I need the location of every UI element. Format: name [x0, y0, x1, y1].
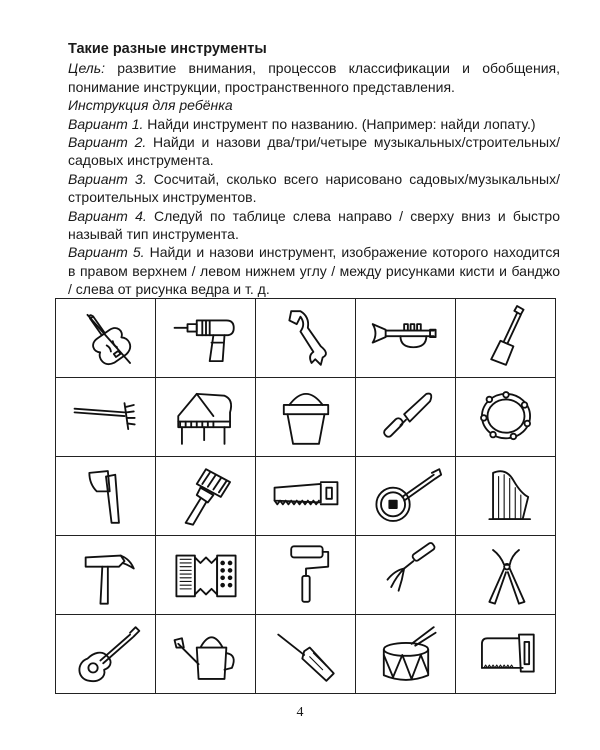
- grid-cell: [56, 378, 156, 457]
- page-number: 4: [296, 705, 304, 720]
- pliers-icon: [469, 542, 543, 608]
- banjo-icon: [369, 463, 443, 529]
- instructions-text: [68, 40, 560, 299]
- hacksaw-icon: [469, 621, 543, 687]
- grid-cell: [56, 299, 156, 378]
- variant-2: [68, 133, 560, 170]
- grid-row: [56, 299, 556, 378]
- grid-cell: [56, 457, 156, 536]
- grid-row: [56, 457, 556, 536]
- grid-cell: [456, 457, 556, 536]
- grid-row: [56, 378, 556, 457]
- grid-cell: [156, 378, 256, 457]
- variant-label: Вариант 1.: [68, 115, 144, 132]
- grid-cell: [156, 615, 256, 694]
- goal-text: развитие внимания, процессов классификации и обобщения, понимание инструкции, пространственного представления.: [68, 60, 560, 95]
- grid-cell: [156, 536, 256, 615]
- variant-text: Найди и назови два/три/четыре музыкальных/строительных/садовых инструмента.: [68, 134, 560, 169]
- grid-cell: [56, 615, 156, 694]
- grid-cell: [356, 615, 456, 694]
- variant-5: [68, 243, 560, 298]
- axe-icon: [69, 463, 143, 529]
- grid-cell: [256, 615, 356, 694]
- grid-row: [56, 536, 556, 615]
- drum-icon: [369, 621, 443, 687]
- variant-1: [68, 115, 560, 133]
- grid-row: [56, 615, 556, 694]
- paint-brush-icon: [169, 463, 243, 529]
- instruction-heading: Инструкция для ребёнка: [68, 97, 233, 114]
- instruments-grid: [55, 298, 556, 694]
- grid-cell: [356, 378, 456, 457]
- hand-cultivator-icon: [369, 542, 443, 608]
- tambourine-icon: [469, 384, 543, 450]
- variant-text: Сосчитай, сколько всего нарисовано садовых/музыкальных/строительных инструментов.: [68, 170, 560, 206]
- grid-cell: [256, 299, 356, 378]
- grid-cell: [256, 378, 356, 457]
- rake-icon: [69, 384, 143, 450]
- grid-cell: [456, 299, 556, 378]
- grid-cell: [156, 299, 256, 378]
- bucket-icon: [269, 384, 343, 450]
- accordion-icon: [169, 542, 243, 608]
- harp-icon: [469, 463, 543, 529]
- variant-text: Найди инструмент по названию. (Например: найди лопату.): [143, 115, 536, 132]
- grid-cell: [156, 457, 256, 536]
- goal-label: Цель:: [68, 60, 105, 77]
- grid-cell: [256, 457, 356, 536]
- variant-3: [68, 170, 560, 207]
- variant-label: Вариант 4.: [68, 207, 147, 224]
- variant-label: Вариант 2.: [68, 134, 147, 151]
- wrench-icon: [269, 305, 343, 371]
- variant-text: Найди и назови инструмент, изображение которого находится в правом верхнем / левом нижнем углу / между рисунками кисти и банджо / слева от рисунка ведра и т. д.: [68, 244, 560, 298]
- variant-label: Вариант 5.: [68, 244, 145, 261]
- variant-label: Вариант 3.: [68, 170, 147, 187]
- hammer-icon: [69, 542, 143, 608]
- grid-cell: [456, 536, 556, 615]
- trowel-icon: [369, 384, 443, 450]
- grid-cell: [456, 615, 556, 694]
- grid-cell: [356, 299, 456, 378]
- watering-can-icon: [169, 621, 243, 687]
- grand-piano-icon: [169, 384, 243, 450]
- variant-text: Следуй по таблице слева направо / сверху вниз и быстро называй тип инструмента.: [68, 207, 560, 243]
- hand-saw-icon: [269, 463, 343, 529]
- grid-cell: [256, 536, 356, 615]
- violin-icon: [69, 305, 143, 371]
- grid-cell: [456, 378, 556, 457]
- variant-4: [68, 207, 560, 244]
- shovel-icon: [469, 305, 543, 371]
- paint-roller-icon: [269, 542, 343, 608]
- drill-icon: [169, 305, 243, 371]
- grid-cell: [56, 536, 156, 615]
- screwdriver-icon: [269, 621, 343, 687]
- page-title: Такие разные инструменты: [68, 41, 267, 57]
- grid-cell: [356, 457, 456, 536]
- goal-paragraph: [68, 59, 560, 96]
- guitar-icon: [69, 621, 143, 687]
- grid-cell: [356, 536, 456, 615]
- trumpet-icon: [369, 305, 443, 371]
